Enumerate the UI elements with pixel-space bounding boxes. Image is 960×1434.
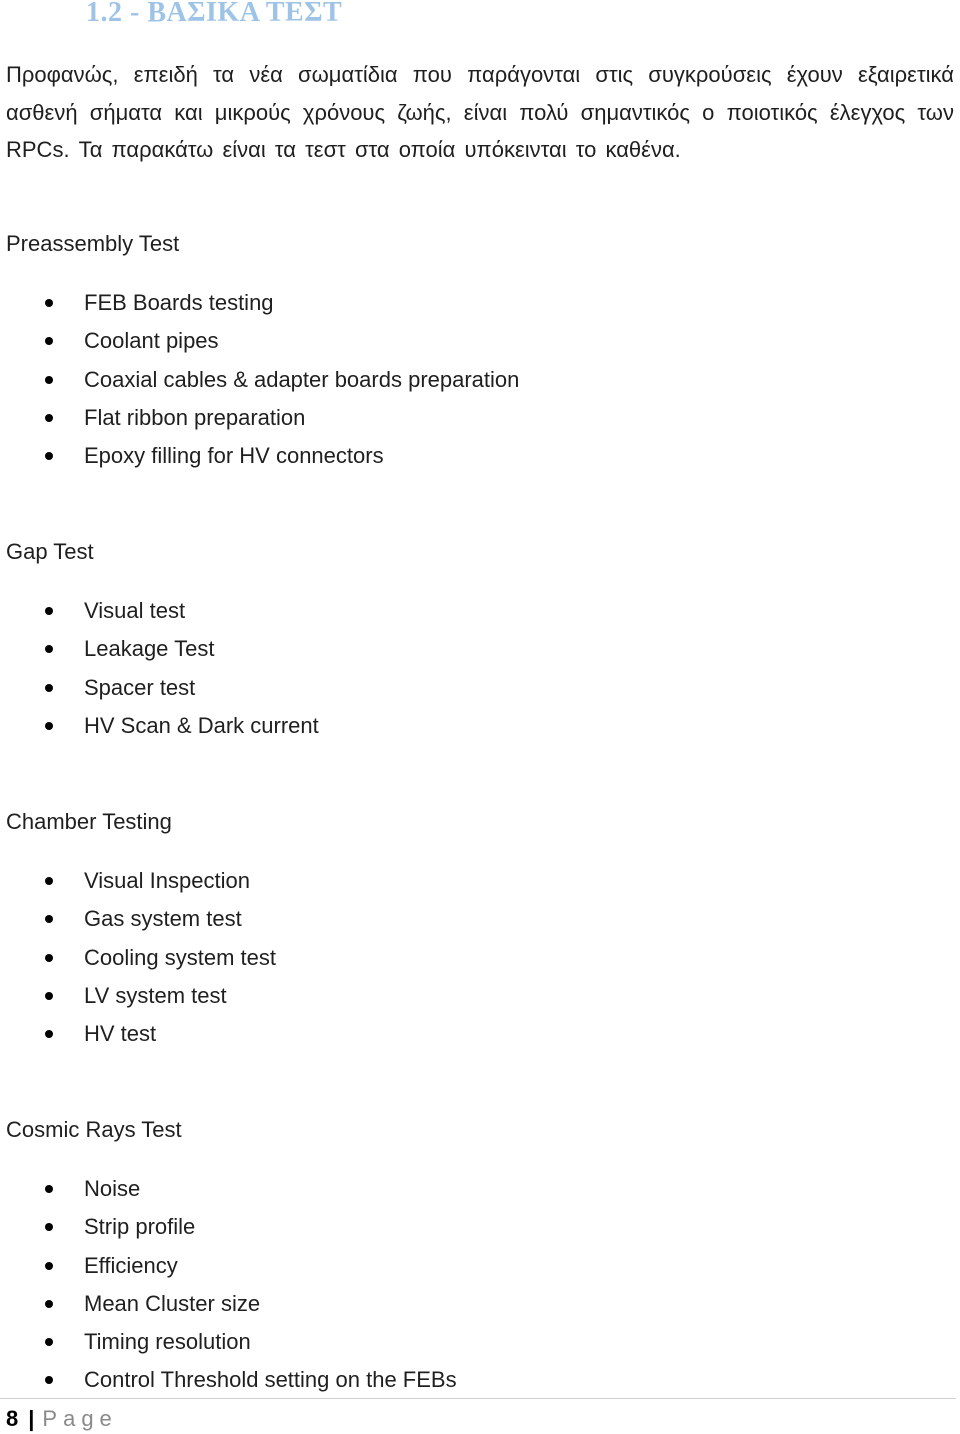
list-item-text: Noise xyxy=(84,1176,141,1201)
list-item-text: LV system test xyxy=(84,982,227,1008)
list-item-text: Spacer test xyxy=(84,674,196,700)
intro-paragraph: Προφανώς, επειδή τα νέα σωματίδια που παράγονται στις συγκρούσεις έχουν εξαιρετικά ασθενή σήματα και μικρούς χρόνους ζωής, είναι πολύ σημαντικός ο ποιοτικός έλεγχος των RPCs. Τα παρακάτω είναι τα τεστ στα οποία υπόκεινται το καθένα. xyxy=(6,62,954,162)
bullet-icon xyxy=(45,1030,53,1038)
section-title-chamber-testing: Chamber Testing xyxy=(6,809,172,834)
list-item-text: Strip profile xyxy=(84,1214,196,1240)
page-footer xyxy=(6,1404,118,1434)
list-item-text: Coaxial cables & adapter boards preparation xyxy=(84,366,520,392)
bullet-icon xyxy=(45,337,53,345)
bullet-icon xyxy=(45,1300,53,1308)
bullet-icon xyxy=(45,299,53,307)
list-item-text: Timing resolution xyxy=(84,1329,251,1355)
list-item-text: Visual test xyxy=(84,598,186,623)
bullet-icon xyxy=(45,376,53,384)
bullet-icon xyxy=(45,1338,53,1346)
footer-divider xyxy=(0,1398,956,1399)
list-item-text: Efficiency xyxy=(84,1252,178,1278)
list-item-text: Flat ribbon preparation xyxy=(84,404,306,430)
bullet-icon xyxy=(45,607,53,615)
list-item-text: Epoxy filling for HV connectors xyxy=(84,443,384,469)
section-title-cosmic-rays-test: Cosmic Rays Test xyxy=(6,1117,182,1142)
page-number: 8 xyxy=(6,1406,19,1431)
list-item-text: Coolant pipes xyxy=(84,328,219,354)
bullet-icon xyxy=(45,1185,53,1193)
bullet-icon xyxy=(45,877,53,885)
section-title-gap-test: Gap Test xyxy=(6,539,94,564)
list-item-text: Cooling system test xyxy=(84,944,276,970)
bullet-icon xyxy=(45,954,53,962)
section-heading: 1.2 - ΒΑΣΙΚΑ ΤΕΣΤ xyxy=(86,0,343,28)
page-label: Page xyxy=(42,1406,118,1431)
bullet-icon xyxy=(45,452,53,460)
footer-separator: | xyxy=(28,1406,35,1431)
bullet-icon xyxy=(45,1223,53,1231)
list-item-text: Gas system test xyxy=(84,906,242,932)
bullet-icon xyxy=(45,645,53,653)
section-title-preassembly-test: Preassembly Test xyxy=(6,231,180,256)
list-item-text: FEB Boards testing xyxy=(84,290,274,315)
bullet-icon xyxy=(45,414,53,422)
list-item-text: HV Scan & Dark current xyxy=(84,712,319,738)
list-item-text: Visual Inspection xyxy=(84,868,250,893)
bullet-icon xyxy=(45,722,53,730)
bullet-icon xyxy=(45,684,53,692)
bullet-icon xyxy=(45,1262,53,1270)
bullet-icon xyxy=(45,915,53,923)
list-item-text: Leakage Test xyxy=(84,636,215,662)
bullet-icon xyxy=(45,992,53,1000)
bullet-icon xyxy=(45,1376,53,1384)
list-item-text: HV test xyxy=(84,1021,157,1047)
list-item-text: Control Threshold setting on the FEBs xyxy=(84,1367,457,1393)
list-item-text: Mean Cluster size xyxy=(84,1290,261,1316)
